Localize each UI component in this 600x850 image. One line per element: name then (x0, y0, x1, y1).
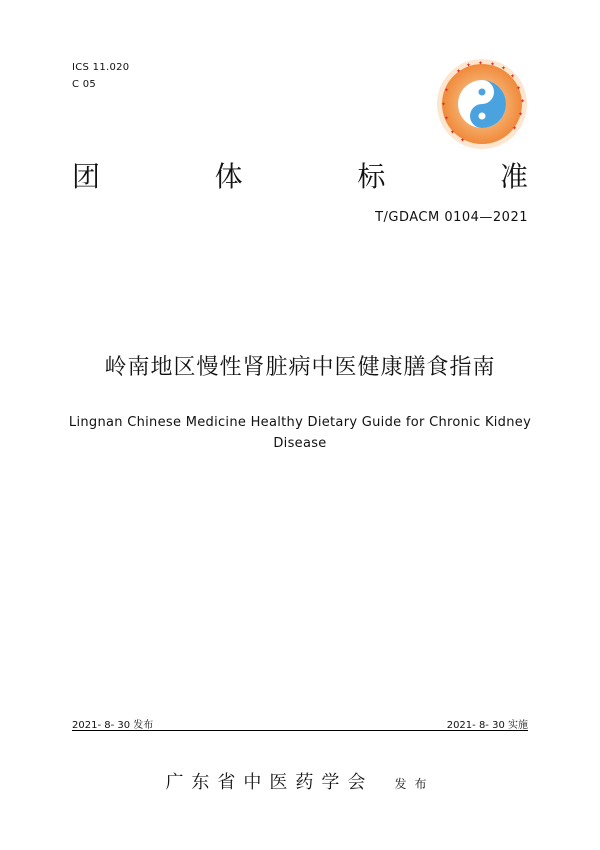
ics-code: ICS 11.020 (72, 62, 130, 73)
svg-text:✦: ✦ (520, 98, 526, 105)
publisher-name: 广东省中医药学会 (165, 772, 374, 793)
divider-line (72, 730, 528, 731)
association-logo (436, 58, 528, 150)
publisher-line (0, 768, 600, 794)
standard-type-char: 团 (72, 160, 101, 193)
svg-text:✦: ✦ (518, 111, 524, 118)
svg-text:✦: ✦ (466, 62, 472, 69)
standard-type-char: 体 (214, 160, 243, 193)
standard-type-heading (72, 160, 528, 194)
svg-text:✦: ✦ (501, 65, 507, 72)
standard-type-char: 标 (357, 160, 386, 193)
svg-text:✦: ✦ (460, 137, 466, 144)
title-english-line: Lingnan Chinese Medicine Healthy Dietary Guide for Chronic Kidney (68, 415, 532, 430)
svg-text:✦: ✦ (456, 68, 462, 75)
svg-text:✦: ✦ (450, 129, 456, 136)
svg-text:✦: ✦ (490, 61, 496, 68)
ccs-code: C 05 (72, 79, 97, 90)
svg-text:✦: ✦ (441, 101, 447, 108)
standard-type-char: 准 (499, 160, 528, 193)
svg-text:✦: ✦ (516, 85, 522, 92)
publish-date: 2021- 8- 30 发布 (72, 720, 154, 731)
implement-date: 2021- 8- 30 实施 (446, 720, 528, 731)
standard-number: T/GDACM 0104—2021 (375, 210, 528, 225)
document-title-chinese: 岭南地区慢性肾脏病中医健康膳食指南 (104, 355, 496, 380)
svg-text:✦: ✦ (512, 125, 518, 132)
svg-text:✦: ✦ (444, 115, 450, 122)
svg-text:✦: ✦ (444, 87, 450, 94)
publisher-suffix: 发布 (394, 777, 435, 791)
title-english-line: Disease (273, 436, 327, 451)
svg-text:✦: ✦ (510, 73, 516, 80)
svg-text:✦: ✦ (478, 60, 484, 67)
document-title-english (60, 412, 540, 454)
